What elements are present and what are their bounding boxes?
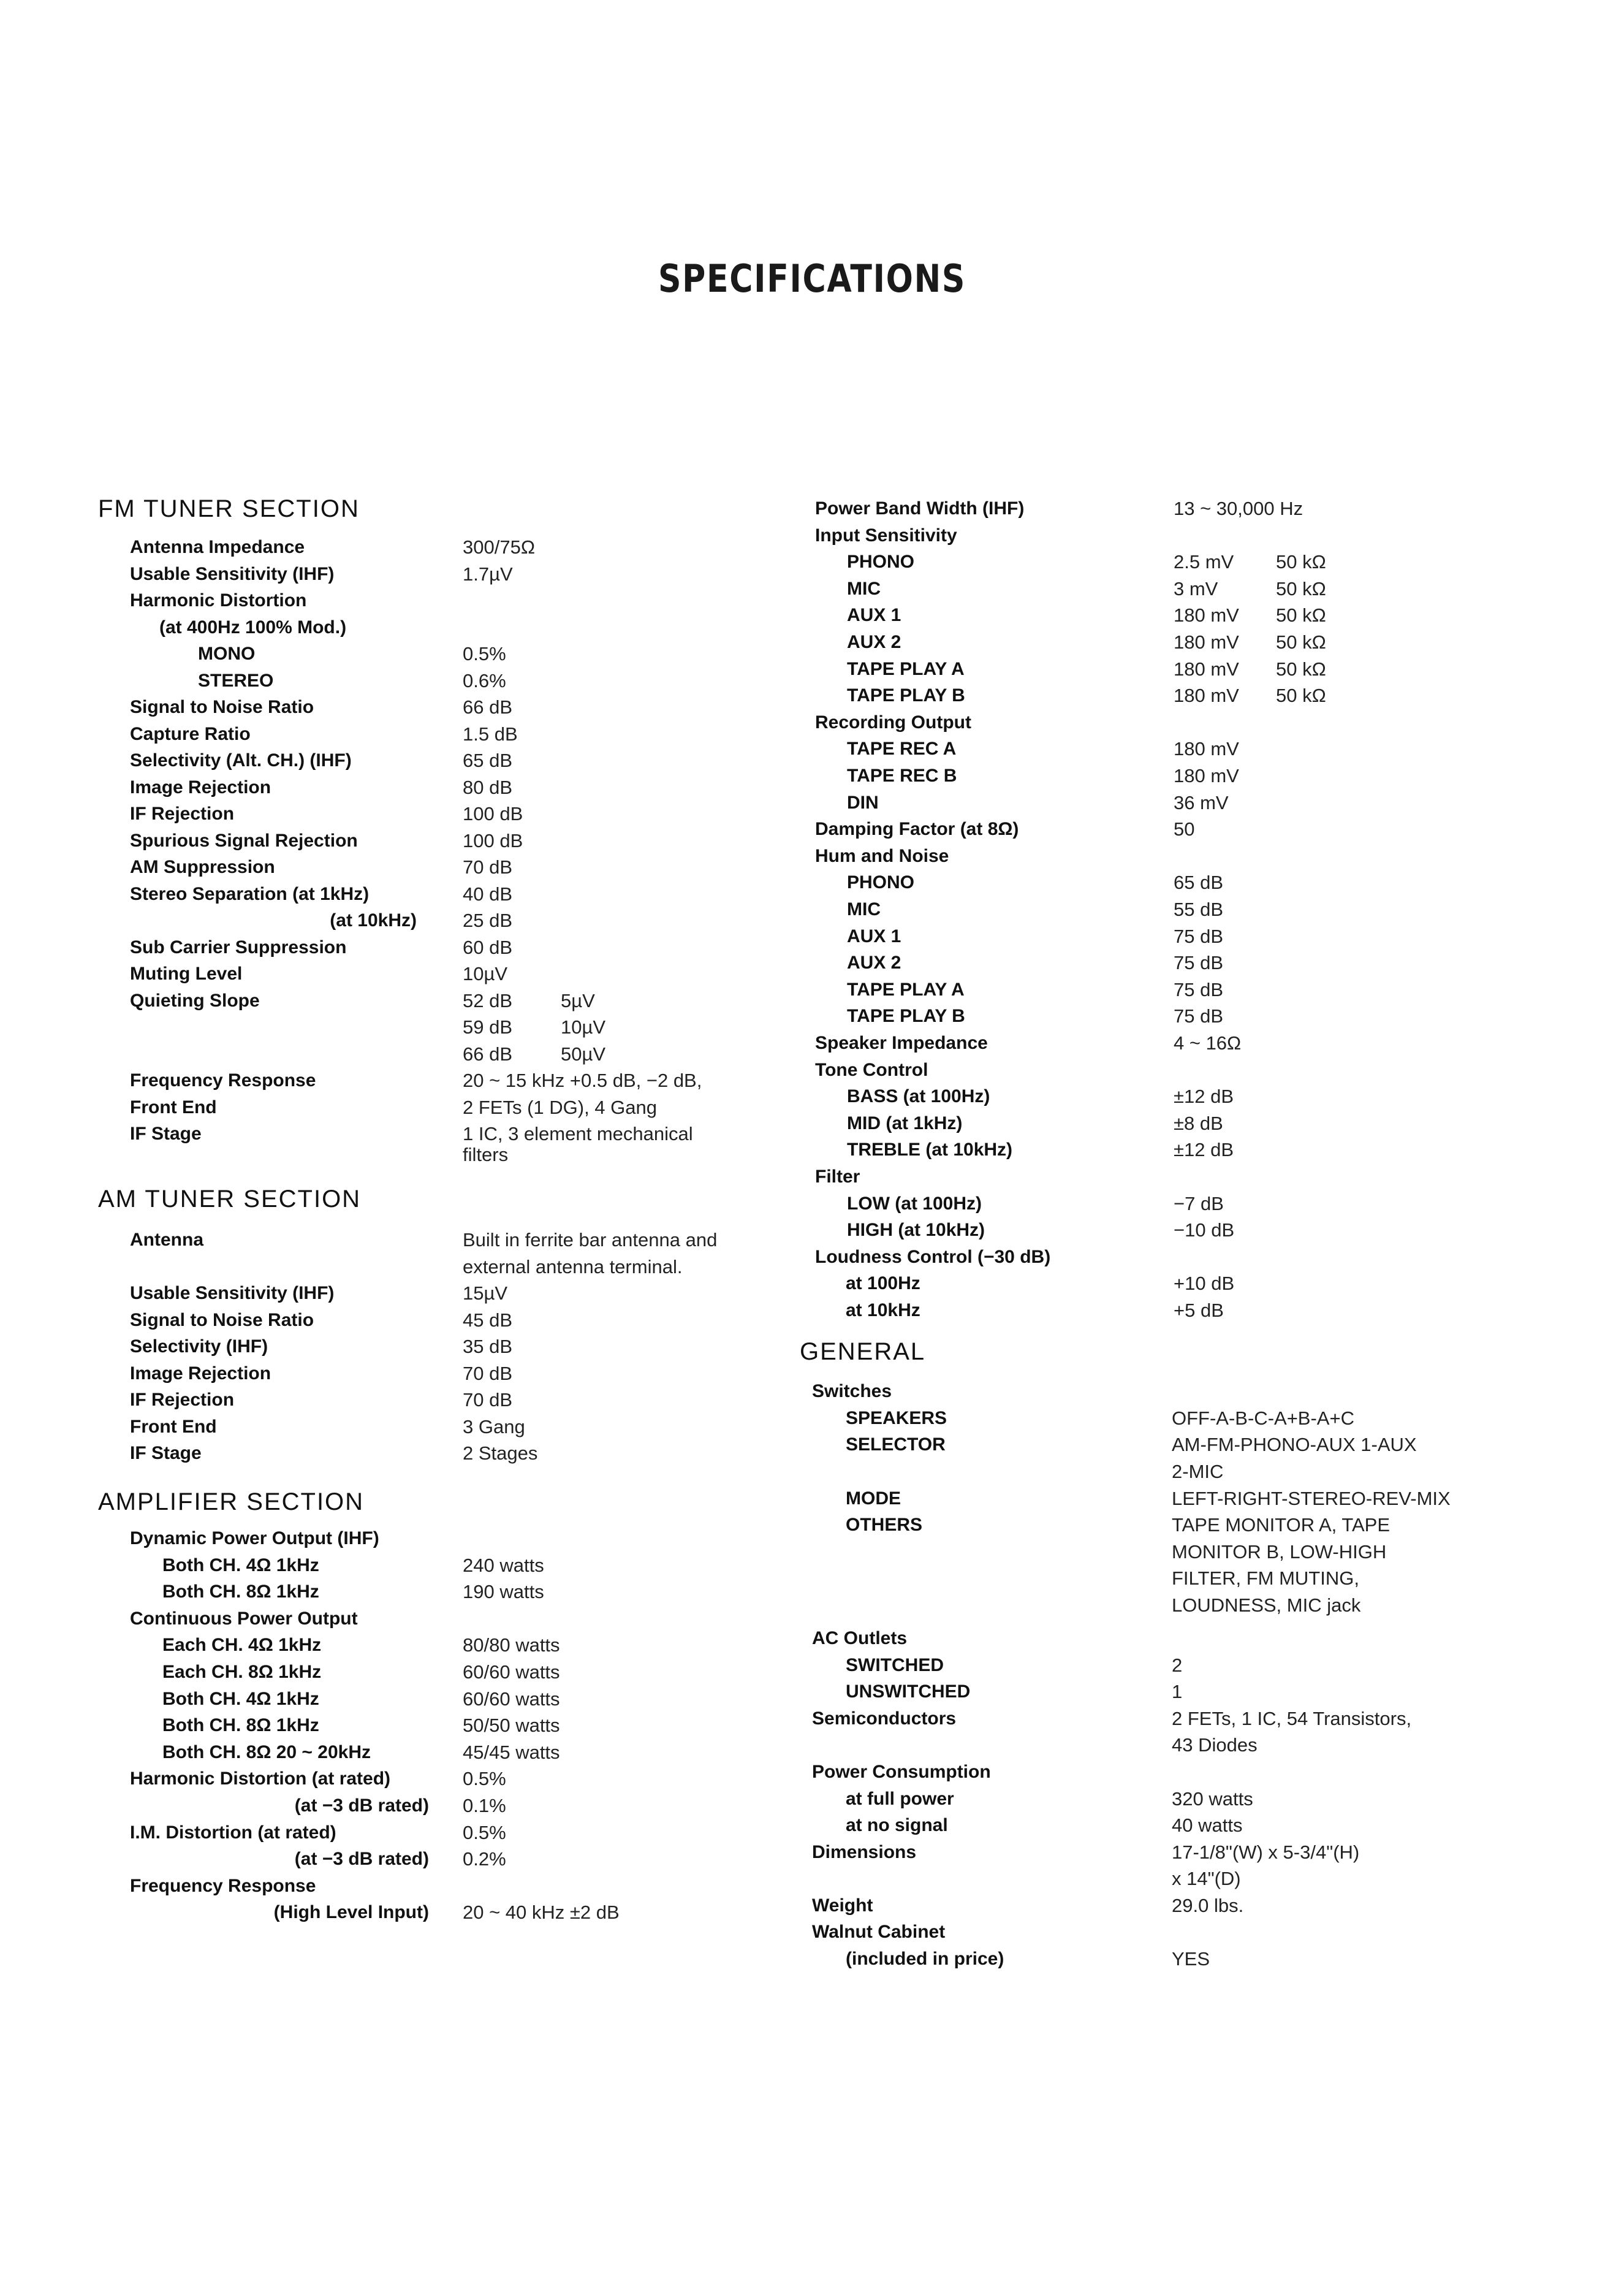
spec-label: IF Rejection (130, 1390, 235, 1410)
spec-row (812, 1379, 1538, 1406)
spec-row (98, 1334, 803, 1361)
spec-label: Recording Output (815, 712, 971, 733)
spec-label: SELECTOR (846, 1434, 946, 1455)
spec-row (815, 1031, 1538, 1058)
spec-row (812, 1707, 1538, 1734)
spec-row (98, 1095, 803, 1122)
spec-row (815, 603, 1538, 630)
spec-label: Tone Control (815, 1059, 928, 1080)
spec-label: MONO (198, 644, 256, 664)
spec-row (815, 1733, 1538, 1760)
spec-value: 29.0 lbs. (1172, 1895, 1244, 1916)
spec-value: ±12 dB (1174, 1139, 1234, 1161)
spec-value: AM-FM-PHONO-AUX 1-AUX (1172, 1434, 1417, 1455)
spec-label: SPEAKERS (846, 1408, 947, 1428)
spec-row (98, 1526, 803, 1553)
spec-value: 45 dB (463, 1309, 513, 1331)
spec-row (98, 1228, 803, 1255)
spec-value-secondary: 50 kΩ (1276, 658, 1326, 680)
fm-tuner-heading: FM TUNER SECTION (98, 495, 360, 522)
spec-label: Switches (812, 1381, 892, 1401)
spec-label: Both CH. 4Ω 1kHz (162, 1555, 319, 1575)
spec-row (815, 978, 1538, 1005)
spec-row (98, 1553, 803, 1580)
spec-label: Weight (812, 1895, 873, 1916)
spec-row (815, 897, 1538, 924)
spec-row (98, 1767, 803, 1794)
spec-label: Harmonic Distortion (at rated) (130, 1768, 391, 1789)
spec-label: Loudness Control (−30 dB) (815, 1246, 1051, 1267)
spec-label: Speaker Impedance (815, 1033, 988, 1053)
spec-value: 180 mV (1174, 765, 1239, 786)
spec-row (98, 1740, 803, 1767)
spec-row (815, 1111, 1538, 1138)
spec-value: MONITOR B, LOW-HIGH (1172, 1541, 1387, 1563)
spec-value: 2 (1172, 1654, 1183, 1676)
spec-label: Each CH. 8Ω 1kHz (162, 1662, 322, 1682)
spec-value: 1.5 dB (463, 723, 518, 745)
spec-label: Selectivity (IHF) (130, 1336, 268, 1357)
spec-row (815, 1566, 1538, 1593)
spec-value: 52 dB (463, 989, 513, 1011)
spec-row (815, 1513, 1538, 1540)
spec-row (98, 1441, 803, 1468)
spec-value: 1 IC, 3 element mechanical (463, 1123, 693, 1144)
spec-row (815, 683, 1538, 710)
spec-row (98, 588, 803, 615)
spec-value: 100 dB (463, 803, 523, 824)
spec-value: 2 Stages (463, 1442, 538, 1464)
spec-value: 60/60 watts (463, 1661, 560, 1683)
spec-value: 0.2% (463, 1848, 506, 1870)
spec-label: (at −3 dB rated) (294, 1849, 429, 1870)
spec-value: YES (1172, 1948, 1210, 1970)
spec-row (815, 1192, 1538, 1219)
spec-row (98, 642, 803, 669)
spec-row (815, 1947, 1538, 1974)
spec-value: 55 dB (1174, 899, 1224, 920)
spec-label: AUX 1 (847, 605, 901, 626)
spec-label: TAPE REC B (847, 766, 957, 786)
spec-label: MIC (847, 578, 881, 599)
spec-value: 43 Diodes (1172, 1734, 1258, 1756)
am-tuner-heading: AM TUNER SECTION (98, 1186, 362, 1213)
spec-row (98, 615, 803, 642)
spec-value: 320 watts (1172, 1788, 1253, 1810)
spec-label: (included in price) (846, 1949, 1004, 1969)
spec-label: AUX 2 (847, 953, 901, 973)
spec-label: Semiconductors (812, 1708, 957, 1729)
spec-value: 40 dB (463, 883, 513, 905)
spec-row (812, 1920, 1538, 1947)
spec-row (815, 870, 1538, 897)
spec-value: 45/45 watts (463, 1741, 560, 1763)
spec-value: 59 dB (463, 1016, 513, 1038)
spec-value: 70 dB (463, 856, 513, 878)
spec-row (815, 1165, 1538, 1192)
spec-row (98, 1042, 803, 1069)
spec-row (98, 1660, 803, 1687)
spec-value: LOUDNESS, MIC jack (1172, 1594, 1361, 1616)
spec-label: Power Band Width (IHF) (815, 498, 1025, 519)
spec-label: Continuous Power Output (130, 1608, 358, 1629)
spec-row (98, 748, 803, 775)
spec-row (98, 962, 803, 989)
spec-label: I.M. Distortion (at rated) (130, 1822, 336, 1843)
spec-row (815, 1406, 1538, 1433)
spec-label: (at 10kHz) (330, 910, 417, 931)
spec-row (815, 1004, 1538, 1031)
spec-value: 0.5% (463, 1821, 506, 1843)
spec-label: Dynamic Power Output (IHF) (130, 1528, 379, 1548)
spec-row (98, 1633, 803, 1660)
spec-row (815, 630, 1538, 657)
spec-label: TAPE PLAY A (847, 658, 965, 679)
spec-row (98, 908, 803, 935)
spec-row (815, 550, 1538, 577)
spec-label: TAPE PLAY B (847, 1006, 965, 1027)
spec-row (815, 1680, 1538, 1707)
spec-value: 35 dB (463, 1336, 513, 1357)
spec-row (815, 1138, 1538, 1165)
spec-row (98, 669, 803, 696)
spec-value-secondary: 50 kΩ (1276, 685, 1326, 707)
spec-value-secondary: 5µV (561, 989, 595, 1011)
spec-label: Power Consumption (812, 1762, 991, 1782)
spec-value-secondary: 50 kΩ (1276, 577, 1326, 600)
spec-value: +10 dB (1174, 1273, 1235, 1295)
spec-value: Built in ferrite bar antenna and (463, 1229, 718, 1251)
spec-value: 17-1/8"(W) x 5-3/4"(H) (1172, 1841, 1360, 1863)
spec-row (815, 1867, 1538, 1894)
spec-value-secondary: 50µV (561, 1043, 606, 1065)
spec-row (815, 1298, 1538, 1325)
spec-row (812, 1626, 1538, 1653)
spec-row (98, 722, 803, 749)
spec-label: Frequency Response (130, 1070, 316, 1091)
spec-label: STEREO (198, 670, 274, 691)
spec-value: 80 dB (463, 776, 513, 798)
spec-value: 15µV (463, 1282, 508, 1304)
spec-label: OTHERS (846, 1515, 923, 1535)
spec-label: AUX 1 (847, 926, 901, 946)
spec-label: MIC (847, 899, 881, 919)
spec-value: LEFT-RIGHT-STEREO-REV-MIX (1172, 1488, 1451, 1509)
spec-label: TAPE PLAY A (847, 979, 965, 1000)
spec-value: 65 dB (1174, 872, 1224, 894)
spec-row (815, 1218, 1538, 1245)
spec-label: Usable Sensitivity (IHF) (130, 563, 335, 584)
spec-row (815, 1433, 1538, 1460)
spec-label: at 100Hz (846, 1273, 920, 1294)
spec-value: 190 watts (463, 1581, 544, 1603)
spec-value: 66 dB (463, 1043, 513, 1065)
spec-label: Input Sensitivity (815, 525, 957, 546)
spec-label: AUX 2 (847, 632, 901, 652)
spec-value-secondary: 50 kΩ (1276, 551, 1326, 573)
spec-row (98, 1361, 803, 1388)
spec-label: Sub Carrier Suppression (130, 937, 347, 958)
spec-value: 1.7µV (463, 563, 513, 585)
spec-value: 13 ~ 30,000 Hz (1174, 498, 1303, 519)
spec-value: 180 mV (1174, 685, 1239, 707)
spec-value: 66 dB (463, 696, 513, 718)
spec-label: MID (at 1kHz) (847, 1113, 963, 1133)
spec-value: −7 dB (1174, 1192, 1224, 1214)
spec-label: UNSWITCHED (846, 1681, 971, 1702)
spec-value: x 14"(D) (1172, 1868, 1241, 1889)
spec-value: 180 mV (1174, 604, 1239, 626)
spec-row (815, 1540, 1538, 1567)
spec-row (98, 1068, 803, 1095)
spec-row (815, 1084, 1538, 1111)
spec-label: IF Stage (130, 1124, 202, 1144)
spec-value: 0.1% (463, 1795, 506, 1816)
spec-row (815, 924, 1538, 951)
spec-value: +5 dB (1174, 1300, 1224, 1321)
amplifier-heading: AMPLIFIER SECTION (98, 1488, 365, 1515)
spec-label: Hum and Noise (815, 845, 949, 866)
spec-label: at full power (846, 1789, 954, 1809)
spec-row (98, 1015, 803, 1042)
spec-label: IF Rejection (130, 804, 235, 824)
spec-label: BASS (at 100Hz) (847, 1086, 990, 1107)
spec-label: LOW (at 100Hz) (847, 1193, 982, 1214)
spec-label: IF Stage (130, 1443, 202, 1463)
spec-value: 2.5 mV (1174, 551, 1234, 573)
spec-row (815, 657, 1538, 684)
spec-value: 3 mV (1174, 577, 1218, 600)
spec-row (98, 1388, 803, 1415)
spec-label: SWITCHED (846, 1655, 944, 1675)
spec-value-secondary: 10µV (561, 1016, 606, 1038)
spec-row (98, 1143, 803, 1170)
spec-label: AM Suppression (130, 857, 275, 877)
spec-label: Damping Factor (at 8Ω) (815, 819, 1019, 840)
spec-row (98, 1794, 803, 1821)
spec-value: 80/80 watts (463, 1634, 560, 1656)
spec-value: 50 (1174, 818, 1195, 840)
spec-row (98, 1874, 803, 1901)
spec-value: 2 FETs, 1 IC, 54 Transistors, (1172, 1708, 1412, 1729)
spec-row (812, 1840, 1538, 1867)
spec-row (815, 1460, 1538, 1487)
spec-value: 3 Gang (463, 1415, 525, 1437)
spec-value: 240 watts (463, 1554, 544, 1576)
spec-row (98, 1308, 803, 1335)
spec-label: Image Rejection (130, 777, 271, 798)
page-title: SPECIFICATIONS (658, 256, 966, 301)
spec-label: AC Outlets (812, 1628, 908, 1648)
spec-row (98, 1607, 803, 1634)
spec-value: TAPE MONITOR A, TAPE (1172, 1514, 1391, 1536)
spec-label: MODE (846, 1488, 901, 1509)
spec-label: Signal to Noise Ratio (130, 697, 314, 717)
spec-row (815, 577, 1538, 604)
spec-value: ±8 dB (1174, 1112, 1223, 1134)
spec-value: ±12 dB (1174, 1086, 1234, 1108)
spec-value: 40 watts (1172, 1814, 1243, 1836)
spec-value: 4 ~ 16Ω (1174, 1032, 1242, 1054)
spec-value: 300/75Ω (463, 536, 535, 558)
spec-row (98, 802, 803, 829)
spec-label: Selectivity (Alt. CH.) (IHF) (130, 750, 352, 771)
spec-label: Usable Sensitivity (IHF) (130, 1283, 335, 1303)
spec-label: Frequency Response (130, 1875, 316, 1896)
spec-row (98, 935, 803, 962)
spec-row (815, 764, 1538, 791)
spec-value: 10µV (463, 963, 508, 984)
spec-label: TREBLE (at 10kHz) (847, 1140, 1013, 1160)
spec-row (98, 1281, 803, 1308)
spec-row (815, 1487, 1538, 1513)
spec-value: 65 dB (463, 750, 513, 771)
spec-label: Both CH. 8Ω 1kHz (162, 1582, 319, 1602)
spec-row (98, 1900, 803, 1927)
spec-row (812, 1760, 1538, 1787)
spec-value: 75 dB (1174, 978, 1224, 1000)
spec-row (98, 535, 803, 562)
spec-row (815, 737, 1538, 764)
spec-value: 2-MIC (1172, 1461, 1224, 1482)
spec-row (815, 524, 1538, 550)
spec-label: Both CH. 8Ω 20 ~ 20kHz (162, 1742, 371, 1762)
spec-value: 25 dB (463, 910, 513, 931)
spec-label: Each CH. 4Ω 1kHz (162, 1635, 322, 1656)
spec-label: Spurious Signal Rejection (130, 830, 358, 851)
spec-value: 70 dB (463, 1362, 513, 1384)
spec-row (98, 1580, 803, 1607)
spec-value: 20 ~ 15 kHz +0.5 dB, −2 dB, (463, 1070, 702, 1091)
spec-row (98, 1821, 803, 1848)
spec-label: Antenna (130, 1230, 203, 1250)
spec-value: 60/60 watts (463, 1688, 560, 1710)
spec-label: TAPE PLAY B (847, 685, 965, 706)
spec-row (815, 497, 1538, 524)
spec-row (815, 1245, 1538, 1272)
spec-label: Quieting Slope (130, 990, 260, 1011)
spec-label: HIGH (at 10kHz) (847, 1220, 985, 1241)
spec-row (815, 817, 1538, 844)
spec-row (98, 882, 803, 909)
spec-row (98, 1713, 803, 1740)
spec-label: Front End (130, 1416, 217, 1437)
spec-row (98, 562, 803, 589)
spec-value: 180 mV (1174, 658, 1239, 680)
spec-row (815, 1593, 1538, 1620)
spec-row (815, 844, 1538, 871)
spec-label: Harmonic Distortion (130, 590, 307, 611)
spec-value: 60 dB (463, 936, 513, 958)
spec-label: Signal to Noise Ratio (130, 1309, 314, 1330)
spec-row (98, 695, 803, 722)
spec-row (815, 1787, 1538, 1814)
spec-value: 0.6% (463, 669, 506, 691)
spec-value: 100 dB (463, 829, 523, 851)
spec-row (98, 775, 803, 802)
spec-row (98, 989, 803, 1016)
spec-label: Both CH. 4Ω 1kHz (162, 1688, 319, 1709)
spec-value: filters (463, 1144, 509, 1165)
spec-value: 75 dB (1174, 952, 1224, 974)
spec-row (98, 1255, 803, 1282)
spec-label: at no signal (846, 1815, 948, 1835)
spec-label: TAPE REC A (847, 739, 957, 760)
spec-row (98, 1687, 803, 1714)
spec-label: (at −3 dB rated) (294, 1795, 429, 1816)
spec-value: −10 dB (1174, 1219, 1235, 1241)
spec-value: 20 ~ 40 kHz ±2 dB (463, 1902, 620, 1924)
spec-label: Dimensions (812, 1842, 917, 1862)
spec-value: 0.5% (463, 643, 506, 664)
spec-value: 1 (1172, 1681, 1183, 1702)
spec-label: Capture Ratio (130, 723, 251, 744)
spec-value: 180 mV (1174, 738, 1239, 760)
spec-label: PHONO (847, 872, 915, 893)
spec-row (815, 951, 1538, 978)
spec-label: DIN (847, 792, 879, 813)
spec-value: 50/50 watts (463, 1715, 560, 1737)
spec-value-secondary: 50 kΩ (1276, 604, 1326, 626)
spec-value: 180 mV (1174, 631, 1239, 653)
spec-row (815, 1058, 1538, 1085)
spec-label: at 10kHz (846, 1300, 920, 1320)
spec-value: external antenna terminal. (463, 1255, 683, 1277)
spec-label: Both CH. 8Ω 1kHz (162, 1715, 319, 1736)
spec-row (98, 829, 803, 856)
spec-label: (High Level Input) (273, 1902, 429, 1923)
spec-label: Stereo Separation (at 1kHz) (130, 883, 370, 904)
spec-value: 2 FETs (1 DG), 4 Gang (463, 1096, 657, 1118)
spec-row (815, 1813, 1538, 1840)
spec-label: Walnut Cabinet (812, 1922, 946, 1942)
spec-label: Front End (130, 1097, 217, 1117)
spec-row (98, 1415, 803, 1442)
spec-value: OFF-A-B-C-A+B-A+C (1172, 1407, 1354, 1429)
spec-row (815, 710, 1538, 737)
spec-row (815, 1271, 1538, 1298)
spec-label: PHONO (847, 552, 915, 573)
spec-row (815, 1653, 1538, 1680)
spec-value: FILTER, FM MUTING, (1172, 1567, 1359, 1589)
spec-value: 0.5% (463, 1768, 506, 1790)
spec-value: 75 dB (1174, 925, 1224, 947)
spec-value-secondary: 50 kΩ (1276, 631, 1326, 653)
spec-label: (at 400Hz 100% Mod.) (159, 617, 347, 638)
spec-value: 75 dB (1174, 1005, 1224, 1027)
general-heading: GENERAL (800, 1338, 926, 1365)
spec-row (98, 855, 803, 882)
spec-row (812, 1894, 1538, 1921)
spec-label: Filter (815, 1167, 860, 1187)
spec-label: Antenna Impedance (130, 537, 305, 557)
spec-row (98, 1847, 803, 1874)
spec-value: 36 mV (1174, 791, 1229, 813)
spec-label: Image Rejection (130, 1363, 271, 1384)
spec-row (815, 791, 1538, 818)
spec-value: 70 dB (463, 1389, 513, 1411)
spec-label: Muting Level (130, 964, 243, 984)
